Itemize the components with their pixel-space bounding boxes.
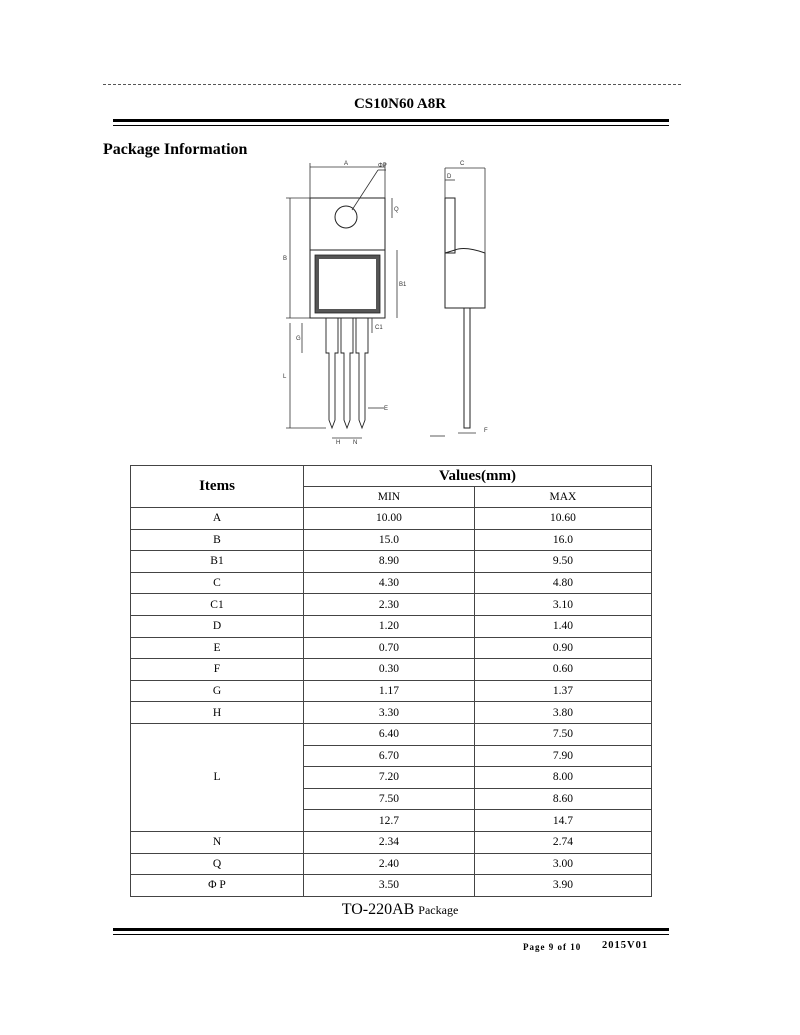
- caption-package-name: TO-220AB: [341, 901, 415, 918]
- dim-label-B: B: [283, 256, 288, 262]
- row-item: B1: [131, 551, 304, 573]
- dim-label-phiP: ΦP: [378, 163, 387, 169]
- dim-label-F: F: [484, 428, 488, 434]
- values-header: Values(mm): [304, 466, 652, 487]
- table-caption: [0, 901, 800, 919]
- section-heading: Package Information: [103, 141, 248, 158]
- row-max: 1.40: [474, 615, 651, 637]
- row-item: Φ P: [131, 875, 304, 897]
- row-min: 1.20: [304, 615, 475, 637]
- row-max: 0.60: [474, 659, 651, 681]
- table-row: [131, 551, 652, 573]
- row-max: 7.50: [474, 723, 651, 745]
- row-max: 8.00: [474, 767, 651, 789]
- row-min: 3.30: [304, 702, 475, 724]
- dim-label-N: N: [353, 440, 358, 446]
- dim-label-E: E: [384, 406, 389, 412]
- row-max: 3.90: [474, 875, 651, 897]
- document-revision: 2015V01: [602, 940, 649, 951]
- table-row: [131, 680, 652, 702]
- table-row: [131, 529, 652, 551]
- dim-label-C: C: [460, 161, 465, 167]
- row-item: Q: [131, 853, 304, 875]
- table-row: [131, 723, 652, 745]
- row-min: 2.30: [304, 594, 475, 616]
- side-view: [445, 198, 485, 428]
- footer-rule-thick: [113, 928, 669, 931]
- row-max: 3.80: [474, 702, 651, 724]
- table-row: [131, 594, 652, 616]
- row-max: 7.90: [474, 745, 651, 767]
- table-row: [131, 831, 652, 853]
- footer-rule-thin: [113, 934, 669, 935]
- row-item: N: [131, 831, 304, 853]
- row-min: 7.50: [304, 788, 475, 810]
- row-max: 3.10: [474, 594, 651, 616]
- document-title: CS10N60 A8R: [353, 96, 447, 112]
- row-min: 12.7: [304, 810, 475, 832]
- dim-label-B1: B1: [399, 282, 407, 288]
- dim-label-H: H: [336, 440, 341, 446]
- row-min: 6.40: [304, 723, 475, 745]
- header-rule-thin: [113, 125, 669, 126]
- top-dashed-rule: [103, 84, 681, 85]
- table-row: [131, 637, 652, 659]
- min-column-header: MIN: [304, 487, 475, 508]
- dim-label-G: G: [296, 336, 301, 342]
- row-max: 2.74: [474, 831, 651, 853]
- row-min: 0.70: [304, 637, 475, 659]
- row-max: 14.7: [474, 810, 651, 832]
- dim-label-A: A: [344, 161, 349, 167]
- row-max: 1.37: [474, 680, 651, 702]
- mounting-hole: [335, 206, 357, 228]
- row-min: 3.50: [304, 875, 475, 897]
- row-min: 15.0: [304, 529, 475, 551]
- to220-package-drawing: [280, 158, 500, 448]
- table-row: [131, 572, 652, 594]
- row-min: 7.20: [304, 767, 475, 789]
- header-rule-thick: [113, 119, 669, 122]
- caption-suffix: Package: [418, 903, 459, 917]
- dim-label-L: L: [283, 374, 287, 380]
- row-item: F: [131, 659, 304, 681]
- row-min: 2.40: [304, 853, 475, 875]
- row-max: 0.90: [474, 637, 651, 659]
- row-item: B: [131, 529, 304, 551]
- row-max: 4.80: [474, 572, 651, 594]
- table-row: [131, 853, 652, 875]
- row-min: 2.34: [304, 831, 475, 853]
- row-item: A: [131, 508, 304, 530]
- row-item: C1: [131, 594, 304, 616]
- row-item: G: [131, 680, 304, 702]
- dim-label-D: D: [447, 174, 452, 180]
- row-item: H: [131, 702, 304, 724]
- table-row: [131, 659, 652, 681]
- row-max: 9.50: [474, 551, 651, 573]
- dim-label-Q: Q: [394, 207, 399, 213]
- row-min: 10.00: [304, 508, 475, 530]
- table-row: [131, 875, 652, 897]
- dim-label-C1: C1: [375, 325, 383, 331]
- row-min: 4.30: [304, 572, 475, 594]
- table-row: [131, 508, 652, 530]
- dimensions-table: [130, 465, 652, 897]
- items-header: Items: [131, 466, 304, 508]
- row-item-L: L: [131, 723, 304, 831]
- row-max: 3.00: [474, 853, 651, 875]
- row-max: 16.0: [474, 529, 651, 551]
- max-column-header: MAX: [474, 487, 651, 508]
- row-max: 10.60: [474, 508, 651, 530]
- table-row: [131, 615, 652, 637]
- page-number: Page 9 of 10: [523, 942, 582, 952]
- row-max: 8.60: [474, 788, 651, 810]
- row-min: 1.17: [304, 680, 475, 702]
- front-leads: [326, 318, 368, 428]
- row-min: 8.90: [304, 551, 475, 573]
- row-min: 0.30: [304, 659, 475, 681]
- row-min: 6.70: [304, 745, 475, 767]
- row-item: D: [131, 615, 304, 637]
- row-item: E: [131, 637, 304, 659]
- table-row: [131, 702, 652, 724]
- row-item: C: [131, 572, 304, 594]
